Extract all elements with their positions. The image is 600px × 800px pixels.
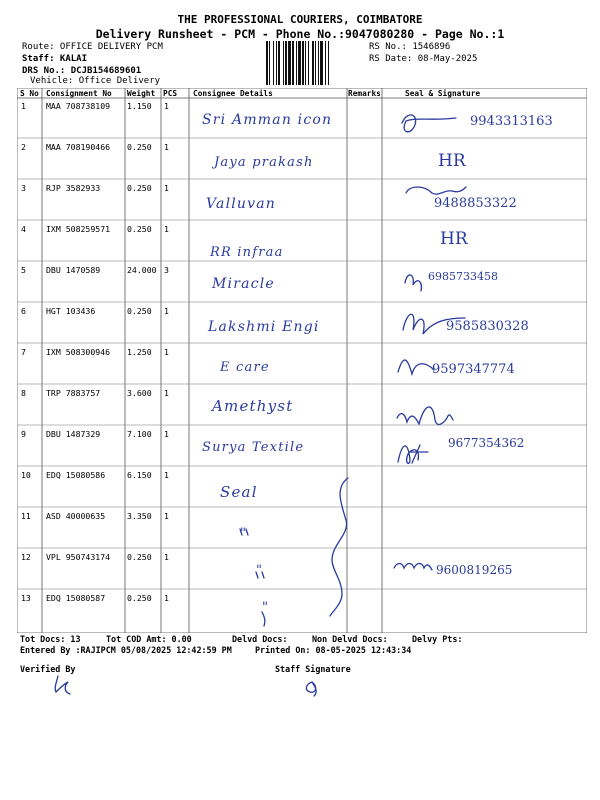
consignee-handwriting: Miracle	[212, 276, 275, 292]
consignment-number: DBU 1487329	[46, 429, 101, 439]
rs-number: RS No.: 1546896	[369, 42, 451, 52]
seal-handwriting: HR	[438, 151, 466, 171]
row-serial-number: 10	[21, 470, 31, 480]
row-pieces: 1	[164, 388, 169, 398]
consignee-handwriting: E care	[220, 360, 270, 375]
consignee-handwriting: "	[262, 600, 270, 615]
row-weight: 0.250	[127, 306, 152, 316]
col-header-sno: S No	[20, 89, 39, 98]
seal-handwriting: 6985733458	[428, 270, 498, 283]
row-weight: 0.250	[127, 224, 152, 234]
consignee-handwriting: Jaya prakash	[214, 155, 314, 170]
row-serial-number: 3	[21, 183, 26, 193]
row-pieces: 3	[164, 265, 169, 275]
row-serial-number: 8	[21, 388, 26, 398]
row-weight: 6.150	[127, 470, 152, 480]
seal-handwriting: HR	[440, 229, 468, 249]
col-header-remarks: Remarks	[348, 89, 381, 98]
seal-handwriting: 9597347774	[432, 362, 515, 377]
row-pieces: 1	[164, 142, 169, 152]
row-weight: 0.250	[127, 183, 152, 193]
company-title: THE PROFESSIONAL COURIERS, COIMBATORE	[177, 13, 423, 26]
row-pieces: 1	[164, 183, 169, 193]
consignment-number: RJP 3582933	[46, 183, 101, 193]
seal-handwriting: 9677354362	[448, 436, 525, 450]
row-serial-number: 9	[21, 429, 26, 439]
row-pieces: 1	[164, 347, 169, 357]
row-pieces: 1	[164, 593, 169, 603]
printed-on: Printed On: 08-05-2025 12:43:34	[255, 645, 412, 655]
row-weight: 3.350	[127, 511, 152, 521]
consignee-handwriting: Surya Textile	[202, 440, 305, 455]
consignee-handwriting: "	[240, 526, 248, 541]
total-docs: Tot Docs: 13	[20, 634, 81, 644]
consignment-number: MAA 708738109	[46, 101, 111, 111]
row-weight: 24.000	[127, 265, 157, 275]
consignment-number: HGT 103436	[46, 306, 96, 316]
row-serial-number: 2	[21, 142, 26, 152]
delivery-points: Delvy Pts:	[412, 634, 463, 644]
row-serial-number: 5	[21, 265, 26, 275]
col-header-seal: Seal & Signature	[405, 89, 481, 98]
seal-handwriting: 9585830328	[446, 319, 529, 334]
staff-label: Staff: KALAI	[22, 54, 88, 64]
seal-handwriting: 9488853322	[434, 196, 517, 211]
col-header-consignee: Consignee Details	[193, 89, 273, 98]
consignee-handwriting: RR infraa	[210, 245, 284, 260]
row-serial-number: 12	[21, 552, 31, 562]
row-serial-number: 13	[21, 593, 31, 603]
col-header-pcs: PCS	[163, 89, 178, 98]
consignment-number: TRP 7883757	[46, 388, 101, 398]
row-pieces: 1	[164, 511, 169, 521]
row-weight: 0.250	[127, 142, 152, 152]
row-weight: 7.100	[127, 429, 152, 439]
seal-handwriting: 9943313163	[470, 114, 553, 129]
row-serial-number: 11	[21, 511, 31, 521]
row-serial-number: 4	[21, 224, 26, 234]
row-pieces: 1	[164, 552, 169, 562]
delivered-docs: Delvd Docs:	[232, 634, 288, 644]
consignee-handwriting: Sri Amman icon	[202, 112, 333, 128]
row-weight: 1.150	[127, 101, 152, 111]
consignment-number: EDQ 15080587	[46, 593, 106, 603]
row-pieces: 1	[164, 101, 169, 111]
non-delivered-docs: Non Delvd Docs:	[312, 634, 388, 644]
row-pieces: 1	[164, 429, 169, 439]
entered-by: Entered By :RAJIPCM 05/08/2025 12:42:59 PM	[20, 645, 232, 655]
consignment-number: IXM 508300946	[46, 347, 111, 357]
row-weight: 0.250	[127, 552, 152, 562]
runsheet-title: Delivery Runsheet - PCM - Phone No.:9047080280 - Page No.:1	[95, 27, 505, 41]
consignment-number: EDQ 15080586	[46, 470, 106, 480]
row-serial-number: 1	[21, 101, 26, 111]
row-pieces: 1	[164, 306, 169, 316]
consignment-number: VPL 950743174	[46, 552, 111, 562]
drs-number: DRS No.: DCJB154689601	[22, 66, 142, 76]
consignee-handwriting: "	[256, 563, 264, 578]
consignment-number: DBU 1470589	[46, 265, 101, 275]
route-label: Route: OFFICE DELIVERY PCM	[22, 42, 163, 52]
row-weight: 3.600	[127, 388, 152, 398]
col-header-consignment: Consignment No	[46, 89, 112, 98]
row-pieces: 1	[164, 470, 169, 480]
consignee-handwriting: Seal	[220, 483, 258, 501]
consignment-number: ASD 40000635	[46, 511, 106, 521]
consignment-number: IXM 508259571	[46, 224, 111, 234]
consignee-handwriting: Valluvan	[206, 196, 277, 212]
consignee-handwriting: Lakshmi Engi	[208, 319, 320, 335]
row-weight: 0.250	[127, 593, 152, 603]
seal-handwriting: 9600819265	[436, 563, 513, 577]
staff-signature-label: Staff Signature	[275, 664, 351, 674]
row-serial-number: 7	[21, 347, 26, 357]
col-header-weight: Weight	[127, 89, 156, 98]
verified-by-label: Verified By	[20, 664, 76, 674]
consignee-handwriting: Amethyst	[212, 397, 294, 415]
consignment-number: MAA 708190466	[46, 142, 111, 152]
row-weight: 1.250	[127, 347, 152, 357]
rs-date: RS Date: 08-May-2025	[369, 54, 478, 64]
row-serial-number: 6	[21, 306, 26, 316]
total-cod-amount: Tot COD Amt: 0.00	[106, 634, 192, 644]
vehicle-label: Vehicle: Office Delivery	[30, 76, 161, 86]
row-pieces: 1	[164, 224, 169, 234]
